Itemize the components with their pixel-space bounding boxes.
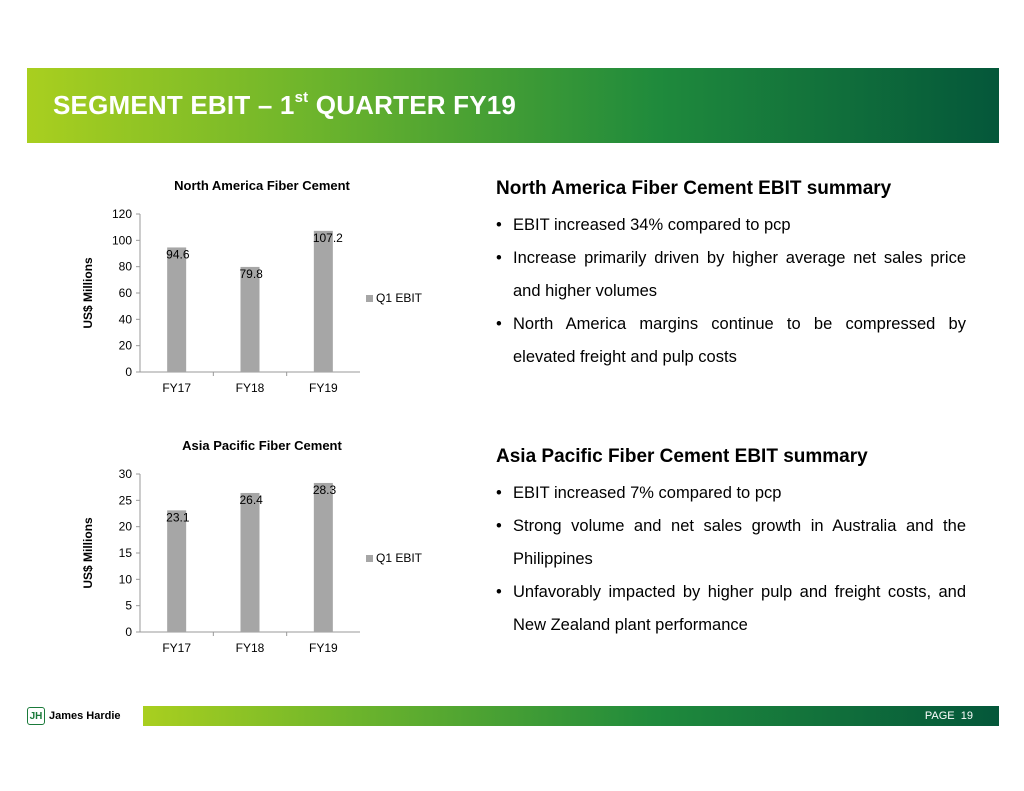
bullet-item: • EBIT increased 34% compared to pcp xyxy=(496,209,966,242)
chart-title: North America Fiber Cement xyxy=(174,178,350,193)
data-label: 94.6 xyxy=(166,247,190,262)
north-america-chart-svg xyxy=(80,170,450,405)
y-tick-label: 80 xyxy=(118,259,132,274)
asia-pacific-summary-heading: Asia Pacific Fiber Cement EBIT summary xyxy=(496,446,868,467)
y-tick-label: 100 xyxy=(111,233,132,248)
data-label: 107.2 xyxy=(312,230,343,245)
north-america-summary-heading: North America Fiber Cement EBIT summary xyxy=(496,178,892,199)
chart-title: Asia Pacific Fiber Cement xyxy=(182,438,342,453)
logo-mark-icon: JH xyxy=(27,707,45,725)
legend-label: Q1 EBIT xyxy=(376,291,423,305)
y-tick-label: 25 xyxy=(118,493,132,508)
asia-pacific-summary xyxy=(496,446,966,642)
data-label: 26.4 xyxy=(239,492,263,507)
bar xyxy=(314,483,333,632)
james-hardie-logo xyxy=(27,706,121,726)
x-tick-label: FY18 xyxy=(235,381,265,395)
legend-label: Q1 EBIT xyxy=(376,551,423,565)
asia-pacific-ebit-chart xyxy=(80,430,450,665)
y-tick-label: 20 xyxy=(118,519,132,534)
logo-text: James Hardie xyxy=(49,710,121,722)
y-tick-label: 5 xyxy=(125,598,132,613)
bar xyxy=(167,510,186,632)
y-tick-label: 120 xyxy=(111,207,132,221)
asia-pacific-bullet-list xyxy=(496,477,966,642)
page-number: PAGE 19 xyxy=(924,710,973,722)
x-tick-label: FY18 xyxy=(235,641,265,655)
bar xyxy=(167,247,186,372)
y-tick-label: 10 xyxy=(118,572,132,587)
legend-swatch xyxy=(366,295,373,302)
bullet-item: • Unfavorably impacted by higher pulp and freight costs, and New Zealand plant performance xyxy=(496,576,966,642)
y-axis-label: US$ Millions xyxy=(81,257,95,329)
y-tick-label: 60 xyxy=(118,286,132,300)
bar xyxy=(241,267,260,372)
bullet-item: • EBIT increased 7% compared to pcp xyxy=(496,477,966,510)
x-tick-label: FY17 xyxy=(162,641,192,655)
slide-title: SEGMENT EBIT – 1st QUARTER FY19 xyxy=(53,89,517,120)
x-tick-label: FY19 xyxy=(308,641,338,655)
asia-pacific-chart-svg xyxy=(80,430,450,665)
bar xyxy=(314,231,333,372)
data-label: 23.1 xyxy=(166,510,190,525)
y-axis-label: US$ Millions xyxy=(81,517,95,589)
north-america-bullet-list xyxy=(496,209,966,374)
title-banner xyxy=(27,68,999,143)
legend-swatch xyxy=(366,555,373,562)
bullet-item: • Increase primarily driven by higher average net sales price and higher volumes xyxy=(496,242,966,308)
bullet-item: • North America margins continue to be compressed by elevated freight and pulp costs xyxy=(496,308,966,374)
bar xyxy=(241,493,260,632)
y-tick-label: 0 xyxy=(125,365,132,379)
data-label: 79.8 xyxy=(239,266,263,281)
y-tick-label: 0 xyxy=(125,625,132,639)
north-america-summary xyxy=(496,178,966,374)
x-tick-label: FY17 xyxy=(162,381,192,395)
y-tick-label: 30 xyxy=(118,467,132,481)
north-america-ebit-chart xyxy=(80,170,450,405)
data-label: 28.3 xyxy=(312,482,337,497)
y-tick-label: 40 xyxy=(118,312,132,327)
x-tick-label: FY19 xyxy=(308,381,338,395)
footer-bar xyxy=(143,706,999,726)
y-tick-label: 15 xyxy=(118,546,132,560)
y-tick-label: 20 xyxy=(118,338,132,353)
bullet-item: • Strong volume and net sales growth in Australia and the Philippines xyxy=(496,510,966,576)
